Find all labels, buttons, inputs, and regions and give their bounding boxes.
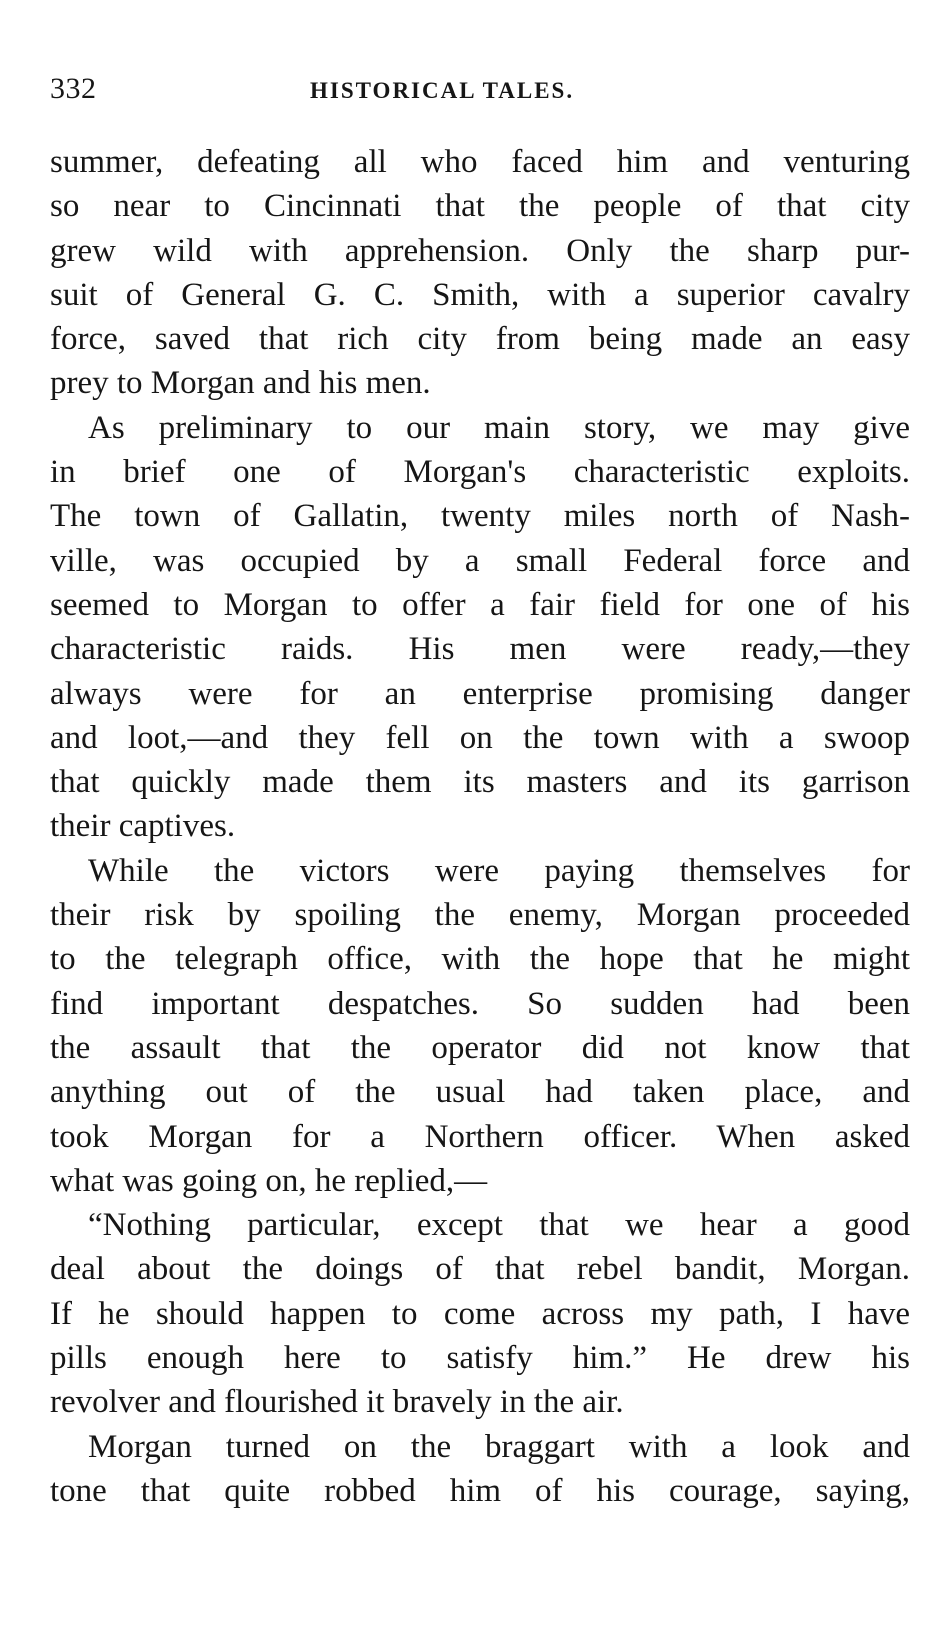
text-line: their risk by spoiling the enemy, Morgan proceeded xyxy=(50,897,910,934)
body-text xyxy=(50,140,910,1513)
text-line: The town of Gallatin, twenty miles north of Nash- xyxy=(50,498,910,535)
text-line: ville, was occupied by a small Federal force and xyxy=(50,542,910,579)
text-line: find important despatches. So sudden had been xyxy=(50,985,910,1022)
paragraph-2 xyxy=(50,406,910,849)
text-line: the assault that the operator did not know that xyxy=(50,1029,910,1066)
text-line: deal about the doings of that rebel bandit, Morgan. xyxy=(50,1251,910,1288)
paragraph-3 xyxy=(50,849,910,1203)
text-line: so near to Cincinnati that the people of that city xyxy=(50,188,910,225)
text-line: While the victors were paying themselves for xyxy=(88,852,910,889)
book-page xyxy=(50,72,910,1513)
text-line: revolver and flourished it bravely in the air. xyxy=(50,1384,624,1421)
running-head xyxy=(50,72,910,116)
text-line: characteristic raids. His men were ready,—they xyxy=(50,631,910,668)
text-line: “Nothing particular, except that we hear a good xyxy=(88,1207,910,1244)
text-line: what was going on, he replied,— xyxy=(50,1162,488,1199)
text-line: force, saved that rich city from being made an easy xyxy=(50,321,910,358)
running-head-title: HISTORICAL TALES. xyxy=(310,78,575,103)
text-line: that quickly made them its masters and its garrison xyxy=(50,764,910,801)
paragraph-5 xyxy=(50,1425,910,1514)
text-line: to the telegraph office, with the hope that he might xyxy=(50,941,910,978)
text-line: summer, defeating all who faced him and venturing xyxy=(50,144,910,180)
text-line: took Morgan for a Northern officer. When asked xyxy=(50,1118,910,1155)
paragraph-1 xyxy=(50,140,910,406)
text-line: and loot,—and they fell on the town with a swoop xyxy=(50,719,910,756)
text-line: Morgan turned on the braggart with a look and xyxy=(88,1428,910,1465)
paragraph-4 xyxy=(50,1203,910,1424)
text-line: in brief one of Morgan's characteristic exploits. xyxy=(50,454,910,491)
page-number: 332 xyxy=(50,72,97,105)
text-line: anything out of the usual had taken place, and xyxy=(50,1074,910,1111)
text-line: grew wild with apprehension. Only the sharp pur- xyxy=(50,232,910,269)
text-line: seemed to Morgan to offer a fair field for one of his xyxy=(50,586,910,623)
text-line: As preliminary to our main story, we may give xyxy=(88,409,910,446)
text-line: suit of General G. C. Smith, with a superior cavalry xyxy=(50,276,910,313)
text-line: pills enough here to satisfy him.” He drew his xyxy=(50,1340,910,1377)
text-line: tone that quite robbed him of his courage, saying, xyxy=(50,1472,910,1509)
text-line: If he should happen to come across my path, I have xyxy=(50,1295,910,1332)
text-line: their captives. xyxy=(50,808,236,845)
text-line: always were for an enterprise promising danger xyxy=(50,675,910,712)
text-line: prey to Morgan and his men. xyxy=(50,365,431,402)
